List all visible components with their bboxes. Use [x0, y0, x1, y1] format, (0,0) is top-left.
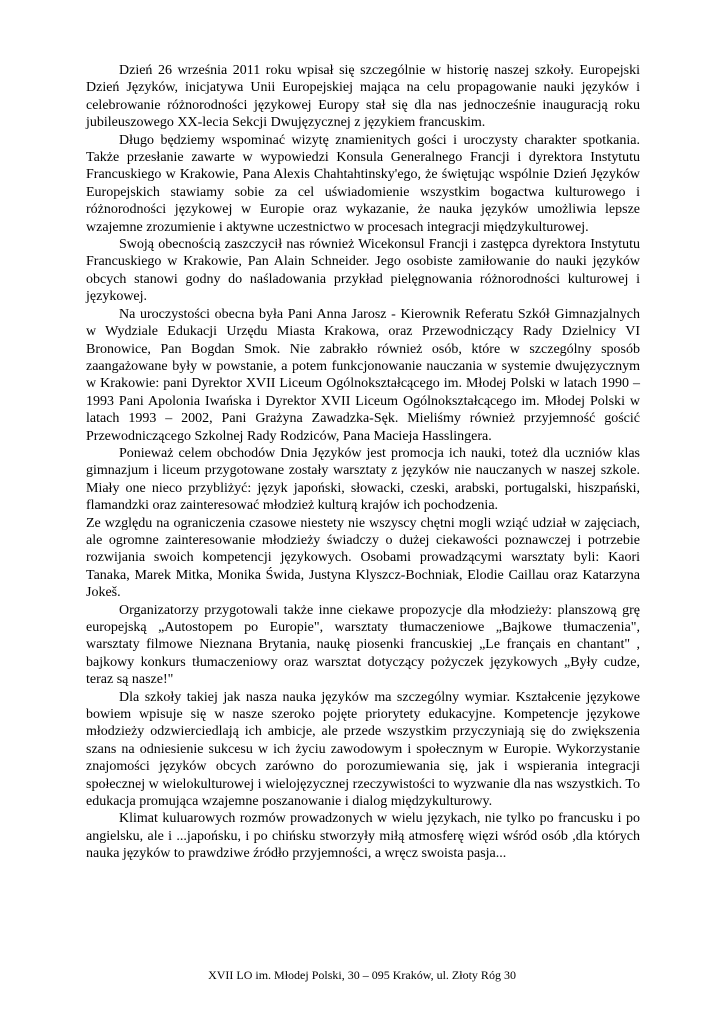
paragraph: Na uroczystości obecna była Pani Anna Jarosz - Kierownik Referatu Szkół Gimnazjalnych w Wydziale Edukacji Urzędu Miasta Krakowa, oraz Przewodniczący Rady Dzielnicy VI Bronowice, Pan Bogdan Smok. Nie zabrakło również osób, które w szczególny sposób zaangażowane były w powstanie, a potem funkcjonowanie nauczania w systemie dwujęzycznym w Krakowie: pani Dyrektor XVII Liceum Ogólnokształcącego im. Młodej Polski w latach 1990 – 1993 Pani Apolonia Iwańska i Dyrektor XVII Liceum Ogólnokształcącego im. Młodej Polski w latach 1993 – 2002, Pani Grażyna Zawadzka-Sęk. Mieliśmy również przyjemność gościć Przewodniczącego Szkolnej Rady Rodziców, Pana Macieja Hasslingera.: [86, 306, 640, 444]
paragraph: Ze względu na ograniczenia czasowe niestety nie wszyscy chętni mogli wziąć udział w zajęciach, ale ogromne zainteresowanie młodzieży świadczy o dużej ciekawości poznawczej i potrzebie rozwijania swoich kompetencji językowych. Osobami prowadzącymi warsztaty byli: Kaori Tanaka, Marek Mitka, Monika Świda, Justyna Klyszcz-Bochniak, Elodie Caillau oraz Katarzyna Jokeš.: [86, 515, 640, 601]
article-body: [86, 62, 640, 863]
paragraph: Ponieważ celem obchodów Dnia Języków jest promocja ich nauki, toteż dla uczniów klas gimnazjum i liceum przygotowane zostały warsztaty z języków nie nauczanych w naszej szkole. Miały one nieco przybliżyć: język japoński, słowacki, czeski, arabski, portugalski, hiszpański, flamandzki oraz zainteresować młodzież kulturą krajów ich pochodzenia.: [86, 445, 640, 514]
paragraph: Organizatorzy przygotowali także inne ciekawe propozycje dla młodzieży: planszową grę europejską „Autostopem po Europie", warsztaty tłumaczeniowe „Bajkowe tłumaczenia", warsztaty filmowe Nieznana Brytania, naukę piosenki francuskiej „Le français en chantant" , bajkowy konkurs tłumaczeniowy oraz warsztat dotyczący pożyczek językowych „Były cudze, teraz są nasze!": [86, 602, 640, 688]
page-footer: XVII LO im. Młodej Polski, 30 – 095 Kraków, ul. Złoty Róg 30: [208, 968, 516, 982]
paragraph: Swoją obecnością zaszczycił nas również Wicekonsul Francji i zastępca dyrektora Instytutu Francuskiego w Krakowie, Pan Alain Schneider. Jego osobiste zamiłowanie do nauki języków obcych stanowi godny do naśladowania przykład pielęgnowania różnorodności kulturowej i językowej.: [86, 237, 640, 305]
paragraph: Dla szkoły takiej jak nasza nauka języków ma szczególny wymiar. Kształcenie językowe bowiem wpisuje się w nasze szeroko pojęte priorytety edukacyjne. Kompetencje językowe młodzieży odzwierciedlają ich ambicje, ale przede wszystkim przyczyniają się do zwiększenia szans na odniesienie sukcesu w ich życiu zawodowym i społecznym w Europie. Wykorzystanie znajomości języków obcych zarówno do porozumiewania się, jak i wspierania integracji społecznej w wielokulturowej i wielojęzycznej rzeczywistości to wyzwanie dla nas wszystkich. To edukacja promująca wzajemne poszanowanie i dialog międzykulturowy.: [86, 689, 640, 810]
paragraph: Klimat kuluarowych rozmów prowadzonych w wielu językach, nie tylko po francusku i po angielsku, ale i ...japońsku, i po chińsku stworzyły miłą atmosferę więzi wśród osób ,dla których nauka języków to prawdziwe źródło przyjemności, a wręcz swoista pasja...: [86, 811, 640, 862]
paragraph: Długo będziemy wspominać wizytę znamienitych gości i uroczysty charakter spotkania. Także przesłanie zawarte w wypowiedzi Konsula Generalnego Francji i dyrektora Instytutu Francuskiego w Krakowie, Pana Alexis Chahtahtinsky'ego, że świętując wspólnie Dzień Języków Europejskich stawiamy sobie za cel uświadomienie wszystkim bogactwa kulturowego i różnorodności językowej w Europie oraz wykazanie, że nauka języków umożliwia lepsze wzajemne zrozumienie i aktywne uczestnictwo w procesach integracji międzykulturowej.: [86, 132, 640, 235]
paragraph: Dzień 26 września 2011 roku wpisał się szczególnie w historię naszej szkoły. Europejski Dzień Języków, inicjatywa Unii Europejskiej mająca na celu propagowanie nauki języków i celebrowanie różnorodności językowej Europy stał się dla nas jednocześnie inauguracją roku jubileuszowego XX-lecia Sekcji Dwujęzycznej z językiem francuskim.: [86, 63, 640, 131]
